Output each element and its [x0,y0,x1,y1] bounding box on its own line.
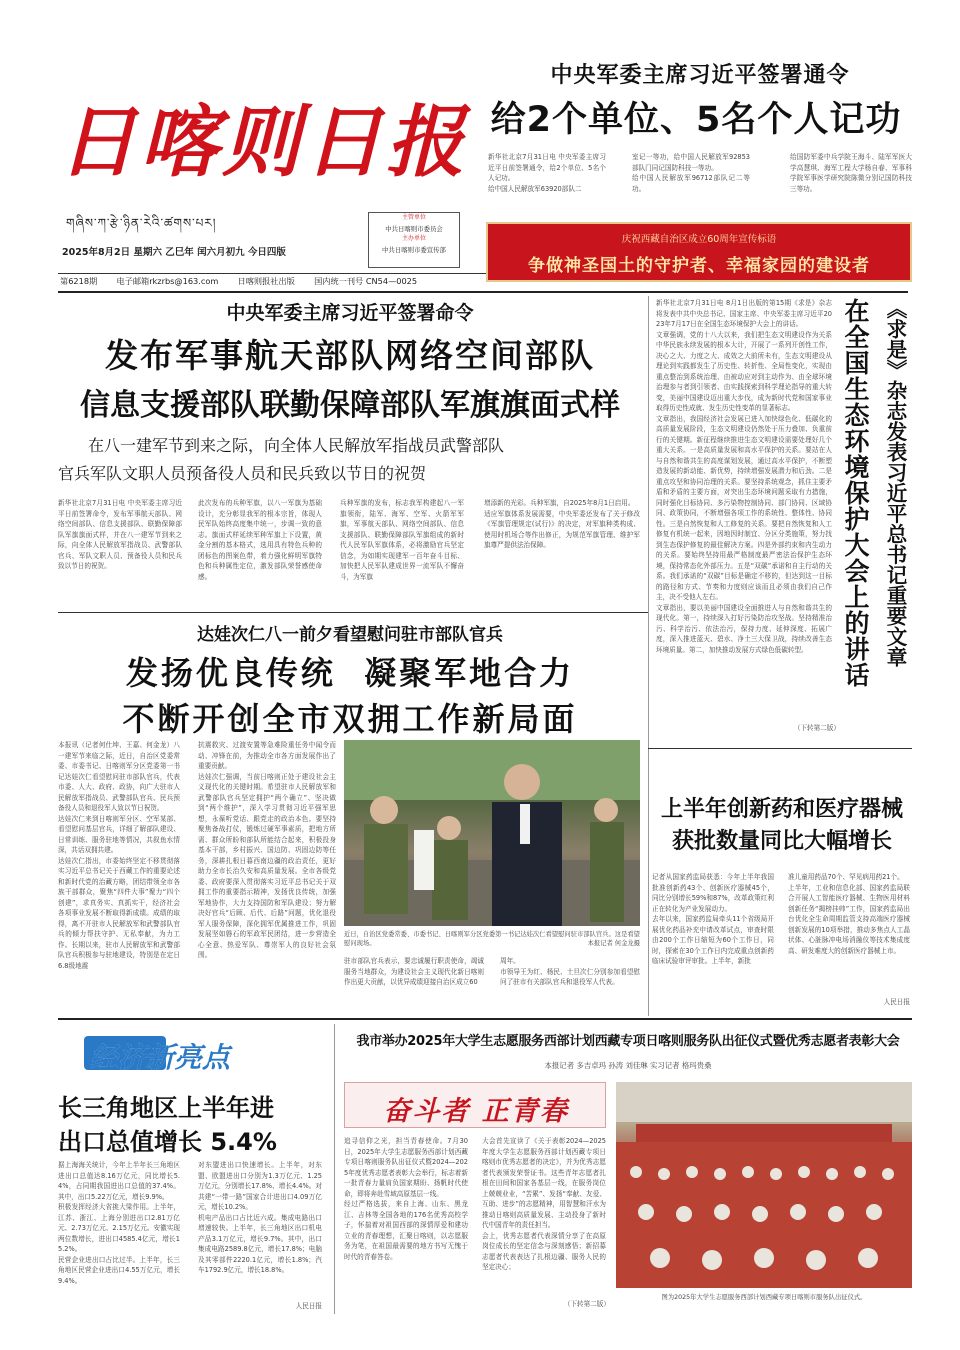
volunteer-story-col2: 大会首先宣读了《关于表彰2024—2025年度大学生志愿服务西部计划西藏专项日喀则市优秀志愿者的决定》，并为优秀志愿者代表颁发荣誉证书。这些青年志愿者扎根在田间和国家各基层一线，在服务岗位上兢兢业业，“苦累”、发扬“奉献、友爱、互助、进步”的志愿精神，用智慧和汗水为推动日喀则高质量发展、主动投身了新时代中国青年的责任担当。 会上，优秀志愿者代表深情分享了在高原岗位成长的坚定信念与深刻感悟；新招募志愿者代表表达了扎根边疆、服务人民的坚定决心； [482,1137,606,1271]
issue-number: 第6218期 [60,276,98,286]
top-story-kicker: 中央军委主席习近平签署通令 [550,63,850,88]
photo-illustration [344,740,640,926]
econ-story-headline-1: 长三角地区上半年进 [58,1094,274,1122]
top-story-headline: 给2个单位、5名个人记功 [490,100,902,140]
masthead-title: 日喀则日报 [58,97,469,188]
volunteer-story-byline: 本报记者 多吉卓玛 孙涛 刘佳琳 实习记者 格玛贵桑 [544,1061,712,1070]
med-story-headline-2: 获批数量同比大幅增长 [671,829,892,854]
second-story-headline-2: 不断开创全市双拥工作新局面 [122,700,578,738]
second-story-headline-1: 发扬优良传统 凝聚军地合力 [125,654,575,692]
lead-story-col3: 兵种军旗的发布，标志我军构建起八一军旗领衔，陆军、海军、空军、火箭军军旗，军事航天部队、网络空间部队、信息支援部队、联勤保障部队军旗组成的新时代人民军队军旗体系，必将激励官兵坚定信念，为如期实现建军一百年奋斗目标、加快把人民军队建成世界一流军队不懈奋斗，为军旗 [340,499,464,581]
cn-number: 国内统一刊号 CN54—0025 [314,276,418,286]
slogan-banner-slogan: 争做神圣国土的守护者、幸福家园的建设者 [528,256,870,276]
volunteer-logo-box [344,1082,606,1128]
lead-story-headline-2: 信息支援部队联勤保障部队军旗旗面式样 [80,388,620,423]
volunteer-logo-text: 奋斗者 正青春 [383,1096,569,1127]
qiushi-story-continued: （下转第二版） [793,724,840,732]
lead-story-kicker: 中央军委主席习近平签署命令 [226,302,474,324]
masthead-tibetan: གཞིས་ཀ་རྩེ་ཉིན་རེའི་ཚགས་པར། [66,216,217,230]
lead-story-subhead-2: 官兵军队文职人员预备役人员和民兵致以节日的祝贺 [58,464,427,483]
med-story-credit: 人民日报 [883,998,910,1006]
slogan-banner [486,222,912,282]
volunteer-story-headline: 我市举办2025年大学生志愿服务西部计划西藏专项日喀则服务队出征仪式暨优秀志愿者表彰大会 [356,1034,900,1049]
econ-logo-text: 经济新亮点 [90,1041,231,1074]
econ-story-col2: 对东盟进出口快速增长。上半年，对东盟、欧盟进出口分别为1.3万亿元、1.25万亿元，分别增长17.8%、增长4.4%。对共建“一带一路”国家合计进出口4.09万亿元，增长10.2%。 机电产品出口占比近六成。集成电路出口增速较快。上半年，长三角地区出口机电产品3.1万亿元，增长9.7%。其中，出口集成电路2589.8亿元，增长17.8%；电脑及其零部件2220.1亿元，增长1.8%；汽车1792.9亿元，增长18.8%。 [198,1161,322,1274]
qiushi-story-body: 新华社北京7月31日电 8月1日出版的第15期《求是》杂志将发表中共中央总书记、国家主席、中央军委主席习近平2023年7月17日在全国生态环境保护大会上的讲话。 文章强调，党的十八大以来，我们把生态文明建设作为关系中华民族永续发展的根本大计，开展了一系列开创性工作，决心之大、力度之大、成效之大前所未有，生态文明建设从理论到实践都发生了历史性、转折性、全局性变化，实现由重点整治到系统治理、由被动应对到主动作为、由全球环境治理参与者到引领者、由实践探索到科学理论指导的重大转变，美丽中国建设迈出重大步伐，成为新时代党和国家事业取得历史性成就、发生历史性变革的显著标志。 文章指出，我国经济社会发展已进入加快绿色化、低碳化的高质量发展阶段，生态文明建设仍然处于压力叠加、负重前行的关键期。新征程继续推进生态文明建设需要处理好几个重大关系。一是高质量发展和高水平保护的关系。要站在人与自然和谐共生的高度谋划发展，通过高水平保护，不断塑造发展的新动能、新优势，持续增强发展潜力和后劲。二是重点攻坚和协同治理的关系。要坚持系统观念，抓住主要矛盾和矛盾的主要方面，对突出生态环境问题采取有力措施，同时强化目标协同、多污染物控制协同、部门协同、区域协同、政策协同，不断增强各项工作的系统性、整体性、协同性。三是自然恢复和人工修复的关系。要把自然恢复和人工修复有机统一起来，因地因时制宜、分区分类施策，努力找到生态保护修复的最佳解决方案。四是外部约束和内生动力的关系。要始终坚持用最严格制度最严密法治保护生态环境，保持常态化外部压力。五是“双碳”承诺和自主行动的关系。我们承诺的“双碳”目标是确定不移的，但达到这一目标的路径和方式、节奏和力度则应该而且必须由我们自己作主，决不受他人左右。 文章指出，要以美丽中国建设全面推进人与自然和谐共生的现代化。第一，持续深入打好污染防治攻坚战。坚持精准治污、科学治污、依法治污，保持力度、延伸深度、拓展广度，深入推进蓝天、碧水、净土三大保卫战，持续改善生态环境质量。第二，加快推动发展方式绿色低碳转型。 [656,299,832,654]
top-story-col2: 室记一等功，给中国人民解放军92853部队门同记国防科技一等功。 给中国人民解放军96712部队记二等功。 [632,153,750,193]
lead-story-col4: 增添新的光彩。兵种军旗，自2025年8月1日启用。 适应军旗体系发展需要，中央军委还发布了关于修改《军旗管理规定(试行)》的决定，对军旗种类构成、使用时机场合等作出修正，为规范军旗管理、维护军旗尊严提供法治保障。 [484,499,640,549]
econ-story-credit: 人民日报 [295,1302,322,1310]
photo-credit: 本报记者 何金龙摄 [587,940,640,947]
publisher: 日喀则报社出版 [237,276,295,286]
host-name: 中共日喀则市委宣传部 [382,245,446,254]
volunteer-photo-caption: 图为2025年大学生志愿服务西部计划西藏专项日喀则市服务队出征仪式。 [661,1294,867,1301]
volunteer-photo-illustration [616,1082,912,1288]
second-story-photo-caption [344,930,640,954]
volunteer-story-continued: （下转第二版） [563,1300,610,1308]
masthead-date: 2025年8月2日 星期六 乙巳年 闰六月初九 今日四版 [62,247,286,258]
sponsor-name: 中共日喀则市委员会 [385,224,443,233]
med-story-col2: 准儿童用药品70个、罕见病用药21个。 上半年，工业和信息化部、国家药监局联合开展人工智能医疗器械、生物医用材料创新任务“揭榜挂帅”工作，国家药监局出台优化全生命周期监管支持高端医疗器械创新发展的10项举措，推动多焦点人工晶状体、心脏脉冲电场消融仪等技术集成度高、研发难度大的创新医疗器械上市。 [788,873,910,955]
med-story-headline-1: 上半年创新药和医疗器械 [660,797,903,822]
sponsor-label: 主管单位 [401,214,426,221]
lead-story-col1: 新华社北京7月31日电 中央军委主席习近平日前签署命令，发布军事航天部队、网络空间部队、信息支援部队、联勤保障部队军旗旗面式样，并在八一建军节到来之际，向全体人民解放军指战员、武警部队官兵、军队文职人员、预备役人员和民兵致以节日的祝贺。 [58,499,182,570]
sponsor-box [368,212,460,268]
second-story-kicker: 达娃次仁八一前夕看望慰问驻市部队官兵 [197,625,503,645]
med-story-col1: 记者从国家药监局获悉：今年上半年我国批准创新药43个、创新医疗器械45个，同比分别增长59%和87%，改革政策红利正在转化为产业发展动力。 去年以来，国家药监局牵头11个省级局开展优化药品补充申请改革试点，审查时限由200个工作日缩短为60个工作日，同时，探索在30个工作日内完成重点创新药临床试验审评审批。上半年，新批 [652,873,774,965]
second-story-photo [344,740,640,926]
lead-story-headline-1: 发布军事航天部队网络空间部队 [105,336,595,375]
second-story-col2: 抗震救灾、过渡安置等急难险重任务中闻令而动、冲锋在前，为推动全市各方面发展作出了重要贡献。 达娃次仁强调，当前日喀则正处于建设社会主义现代化的关键时期。希望驻市人民解放军和武警部队官兵坚定拥护“两个确立”、坚决做到“两个维护”，深入学习贯彻习近平强军思想，永葆听党话、跟党走的政治本色。要坚持聚焦备战打仗，锻炼过硬军事素质，把地方所需、群众所盼和部队所能结合起来，积极投身基本干部，乡村振兴、国边防、巩固边防等任务，深耕扎根日暮西南边疆的政治责任，更好助力全市长治久安和高质量发展。全市各级党委、政府要深入贯彻落实习近平总书记关于双拥工作的重要指示精神，发扬优良传统，加强军地协作，大力支持国防和军队建设；努力解决好官兵“后顾、后代、后路”问题，优化退役军人服务保障，深化拥军优属推进工作，巩固发展坚如磐石的军政军民团结，进一步营造全心全意、热爱军队、尊崇军人的良好社会氛围。 [198,741,336,959]
photo-caption-text: 近日，自治区党委常委、市委书记、日喀则军分区党委第一书记达娃次仁看望慰问驻市部队官兵。这是看望慰问现场。 [344,931,640,947]
qiushi-story-headline-1: 《求是》杂志发表习近平总书记重要文章 [883,298,907,667]
econ-logo [84,1030,284,1080]
lead-story-col2: 此次发布的兵种军旗，以八一军旗为基础设计，充分彰显我军的根本宗旨，体现人民军队始终高度集中统一，步调一致的意志。旗面式样延续军种军旗上下设置，黄金分割的基本格式，选用具有特色兵种的团标色的图案色带，着力强化鲜明军旗特色和兵种属性定位，激发部队荣誉感使命感。 [198,499,322,581]
second-story-col4: 周年。 市领导王为红、杨民、土旦次仁分别参加看望慰问了驻市有关部队官兵和退役军人代表。 [500,957,640,986]
volunteer-story-photo [616,1082,912,1288]
second-story-col3: 驻市部队官兵表示，要忠诚履行职责使命，竭诚服务当地群众，为建设社会主义现代化新日喀则作出更大贡献，以优异成绩迎接自治区成立60 [344,957,484,986]
host-label: 主办单位 [401,235,426,242]
top-story-col1: 新华社北京7月31日电 中央军委主席习近平日前签署通令，给2个单位、5名个人记功。 给中国人民解放军63920部队二 [488,153,606,193]
slogan-banner-title: 庆祝西藏自治区成立60周年宣传标语 [621,234,777,245]
volunteer-story-col1: 追寻信仰之光，担当青春使命。7月30日，2025年大学生志愿服务西部计划西藏专项日喀则服务队出征仪式暨2024—2025年度优秀志愿者表彰大会举行，标志着新一批青春力量肩负国家期盼、扬帆时代使命，即将奔赴雪域高原基层一线。 经过严格选拔，来自上海、山东、黑龙江、吉林等全国各地的176名优秀高校学子，怀揣着对祖国西部的深情厚爱和建功立业的青春理想，汇聚日喀则，以志愿服务为笔，在祖国最需要的地方书写无愧于时代的青春答卷。 [344,1137,468,1261]
econ-story-col1: 据上海海关统计，今年上半年长三角地区进出口总值达8.16万亿元，同比增长5.4%，占同期我国进出口总值的37.4%。其中，出口5.22万亿元，增长9.9%。 积极发挥经济大省挑大梁作用。上半年，江苏、浙江、上海分别进出口2.81万亿元、2.73万亿元、2.15万亿元。安徽实现两位数增长，进出口4585.4亿元，增长15.2%。 民营企业进出口占比过半。上半年，长三角地区民营企业进出口4.55万亿元，增长9.4%。 [58,1161,180,1285]
top-story-col3: 给国防军委中兵学院王海斗、陆军军医大学高慧琪、海军工程大学杨自春、军事科学院军事医学研究院陈微分别记国防科技三等功。 [790,153,912,193]
email: 电子邮箱rkzrbs@163.com [116,276,219,286]
econ-story-headline-2: 出口总值增长 5.4% [58,1128,277,1156]
second-story-col1: 本报讯（记者何仕坤、王嘉、何金龙）八一建军节来临之际，近日，自治区党委常委、市委书记、日喀则军分区党委第一书记达娃次仁看望慰问驻市部队官兵，代表市委、人大、政府、政协，向广大驻市人民解放军指战员、武警部队官兵、民兵预备役人员和退役军人致以节日祝贺。 达娃次仁来到日喀则军分区、空军某部、看望慰问基层官兵，详细了解部队建设、日常训练、服务驻地等情况，共叙鱼水情深，共话双拥共建。 达娃次仁指出，市委始终坚定不移贯彻落实习近平总书记关于西藏工作的重要论述和新时代党的治藏方略，团结带领全市各族干部群众，聚焦“四件大事”聚力“四个创建”，求真务实、真抓实干，经济社会各项事业发展不断取得新成绩。成绩的取得，离不开驻市人民解放军和武警部队官兵的倾力帮扶守护、无私奉献，为力工作。长期以来，驻市人民解放军和武警部队官兵积极参与驻地建设，特别是在定日6.8级地震 [58,741,180,970]
lead-story-subhead-1: 在八一建军节到来之际，向全体人民解放军指战员武警部队 [88,436,505,455]
qiushi-story-headline-2: 在全国生态环境保护大会上的讲话 [841,298,870,688]
